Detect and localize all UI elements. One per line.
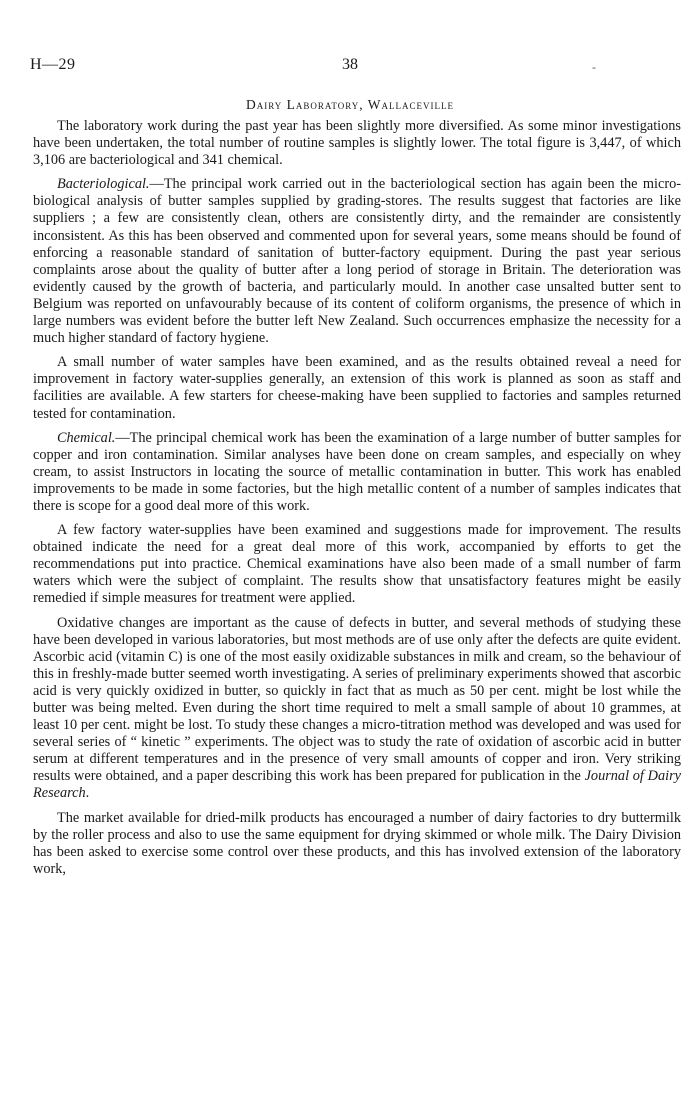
- report-code: H—29: [30, 56, 76, 73]
- paragraph-bacteriological: [33, 176, 681, 347]
- paragraph-text: The laboratory work during the past year has been slightly more diversified. As some minor investigations have been undertaken, the total number of routine samples is slightly lower. The total figure is 3,447, of which 3,106 are bacteriological and 341 chemical.: [33, 118, 681, 169]
- paragraph-water-samples: [33, 354, 681, 422]
- paragraph-factory-water: [33, 522, 681, 607]
- paragraph-intro: [33, 118, 681, 169]
- paragraph-text: A few factory water-supplies have been examined and suggestions made for improvement. The results obtained indicate the need for a great deal more of this work, accompanied by efforts to get the recommendations put into practice. Chemical examinations have also been made of a small number of farm waters which were the subject of complaint. The results show that unsatisfactory features might be easily remedied if simple measures for treatment were applied.: [33, 522, 681, 607]
- paragraph-chemical: [33, 430, 681, 515]
- section-title: Dairy Laboratory, Wallaceville: [246, 97, 454, 112]
- paragraph-lead: Bacteriological.: [57, 176, 150, 193]
- corner-mark: -: [592, 60, 596, 74]
- body-text: [33, 118, 681, 885]
- paragraph-dried-milk: [33, 810, 681, 878]
- journal-title: Journal of Dairy Research: [33, 768, 681, 802]
- paragraph-text: The market available for dried-milk products has encouraged a number of dairy factories to dry buttermilk by the roller process and also to use the same equipment for drying skimmed or whole milk. The Dairy Division has been asked to exercise some control over these products, and this has involved extension of the laboratory work,: [33, 809, 681, 877]
- paragraph-text: Oxidative changes are important as the cause of defects in butter, and several methods of studying these have been developed in various laboratories, but most methods are of use only after the defects are quite evident. Ascorbic acid (vitamin C) is one of the most easily oxidizable substances in milk and cream, so the behaviour of this in freshly-made butter seemed worth investigating. A series of preliminary experiments showed that ascorbic acid is very quickly oxidized in butter, so quickly in fact that as much as 50 per cent. might be lost while the butter was being melted. Even during the short time required to melt a small sample of about 10 grammes, at least 10 per cent. might be lost. To study these changes a micro-titration method was developed and was used for several series of “ kinetic ” experiments. The object was to study the rate of oxidation of ascorbic acid in butter serum at different temperatures and in the presence of very small amounts of copper and iron. Very striking results were obtained, and a paper describing this work has been prepared for publication in the: [33, 614, 681, 785]
- paragraph-text: A small number of water samples have been examined, and as the results obtained reveal a need for improvement in factory water-supplies generally, an extension of this work is planned as soon as staff and facilities are available. A few starters for cheese-making have been supplied to factories and samples returned tested for contamination.: [33, 354, 681, 422]
- paragraph-oxidative-changes: [33, 615, 681, 803]
- paragraph-text: —The principal work carried out in the bacteriological section has again been the micro-biological analysis of butter samples supplied by grading-stores. The results suggest that factories are like suppliers ; a few are consistently clean, others are consistently dirty, and the remainder are consistently inconsistent. As this has been observed and commented upon for several years, some means should be found of enforcing a reasonable standard of sanitation of butter-factory equipment. During the past year serious complaints arose about the quality of butter after a long period of storage in Britain. The deterioration was evidently caused by the growth of bacteria, and particularly mould. In another case unsalted butter sent to Belgium was reported on unfavourably because of its content of coliform organisms, the presence of which in large numbers was evident before the butter left New Zealand. Such occurrences emphasize the necessity for a much higher standard of factory hygiene.: [33, 176, 681, 347]
- paragraph-text: —The principal chemical work has been the examination of a large number of butter samples for copper and iron contamination. Similar analyses have been done on cream samples, and especially on whey cream, to assist Instructors in locating the source of metallic contamination in butter. This work has enabled improvements to be made in some factories, but the high metallic content of a number of samples indicates that there is scope for a good deal more of this work.: [33, 429, 681, 514]
- page-number: 38: [342, 56, 358, 73]
- paragraph-lead: Chemical.: [57, 429, 116, 446]
- paragraph-tail: .: [85, 785, 90, 802]
